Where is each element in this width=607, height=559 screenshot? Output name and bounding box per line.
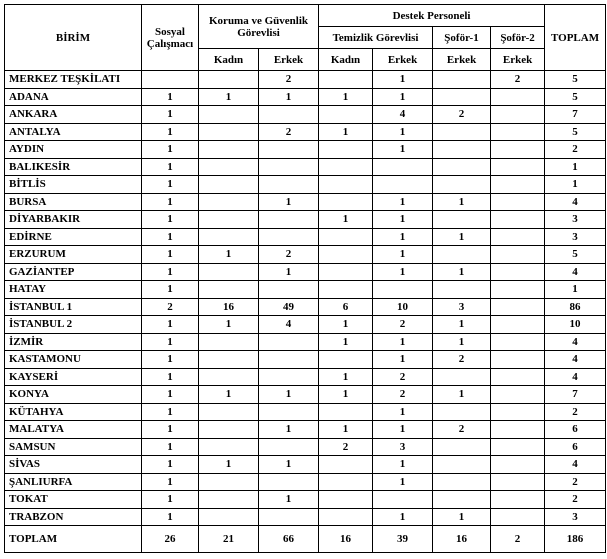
cell-koruma-erkek: [259, 141, 319, 159]
cell-sofor2: [491, 176, 545, 194]
cell-sofor1: [433, 141, 491, 159]
cell-toplam: 86: [545, 298, 606, 316]
cell-koruma-kadin: [199, 491, 259, 509]
cell-temizlik-kadin: 1: [319, 333, 373, 351]
row-name: ERZURUM: [5, 246, 142, 264]
cell-temizlik-kadin: [319, 176, 373, 194]
cell-temizlik-erkek: 3: [373, 438, 433, 456]
cell-sosyal: 1: [142, 88, 199, 106]
table-row: [5, 456, 606, 474]
cell-temizlik-erkek: 4: [373, 106, 433, 124]
cell-koruma-kadin: [199, 158, 259, 176]
cell-sofor1: 1: [433, 333, 491, 351]
cell-toplam: 6: [545, 421, 606, 439]
cell-sofor2: [491, 508, 545, 526]
table-row: [5, 71, 606, 89]
cell-koruma-kadin: [199, 281, 259, 299]
header-koruma: Koruma ve Güvenlik Görevlisi: [199, 5, 319, 49]
cell-sofor1: [433, 456, 491, 474]
cell-sofor1: [433, 71, 491, 89]
cell-temizlik-erkek: 1: [373, 228, 433, 246]
cell-sofor1: 2: [433, 106, 491, 124]
table-row: [5, 333, 606, 351]
cell-sosyal: 1: [142, 211, 199, 229]
total-label: TOPLAM: [5, 526, 142, 553]
cell-temizlik-erkek: 1: [373, 123, 433, 141]
cell-sofor2: [491, 438, 545, 456]
header-destek: Destek Personeli: [319, 5, 545, 27]
header-temizlik: Temizlik Görevlisi: [319, 27, 433, 49]
table-row: [5, 88, 606, 106]
cell-temizlik-kadin: [319, 158, 373, 176]
cell-koruma-erkek: 4: [259, 316, 319, 334]
total-koruma-kadin: 21: [199, 526, 259, 553]
cell-sofor1: [433, 281, 491, 299]
cell-koruma-kadin: [199, 228, 259, 246]
cell-sosyal: [142, 71, 199, 89]
cell-sofor1: [433, 473, 491, 491]
cell-sofor2: [491, 141, 545, 159]
cell-sofor1: 1: [433, 386, 491, 404]
cell-sofor2: [491, 403, 545, 421]
cell-sofor1: 2: [433, 351, 491, 369]
cell-sosyal: 1: [142, 106, 199, 124]
cell-sofor1: [433, 368, 491, 386]
cell-sofor2: [491, 263, 545, 281]
cell-koruma-erkek: [259, 368, 319, 386]
cell-toplam: 7: [545, 386, 606, 404]
row-name: KAYSERİ: [5, 368, 142, 386]
cell-temizlik-kadin: [319, 491, 373, 509]
cell-koruma-kadin: [199, 351, 259, 369]
cell-koruma-erkek: 1: [259, 386, 319, 404]
table-row: [5, 491, 606, 509]
row-name: DİYARBAKIR: [5, 211, 142, 229]
cell-toplam: 5: [545, 123, 606, 141]
cell-koruma-kadin: 16: [199, 298, 259, 316]
cell-toplam: 1: [545, 176, 606, 194]
cell-koruma-kadin: 1: [199, 316, 259, 334]
cell-temizlik-kadin: [319, 246, 373, 264]
table-row: [5, 421, 606, 439]
cell-toplam: 4: [545, 456, 606, 474]
cell-toplam: 4: [545, 263, 606, 281]
cell-temizlik-kadin: [319, 228, 373, 246]
row-name: ŞANLIURFA: [5, 473, 142, 491]
cell-koruma-kadin: [199, 176, 259, 194]
cell-koruma-erkek: [259, 211, 319, 229]
table-row: [5, 176, 606, 194]
cell-koruma-erkek: 2: [259, 71, 319, 89]
cell-temizlik-erkek: 1: [373, 403, 433, 421]
table-row: [5, 386, 606, 404]
table-row: [5, 158, 606, 176]
cell-temizlik-kadin: 1: [319, 386, 373, 404]
cell-toplam: 5: [545, 88, 606, 106]
cell-sofor1: [433, 211, 491, 229]
cell-toplam: 2: [545, 403, 606, 421]
cell-temizlik-erkek: [373, 491, 433, 509]
table-row: [5, 106, 606, 124]
row-name: TRABZON: [5, 508, 142, 526]
cell-koruma-erkek: [259, 473, 319, 491]
table-row: [5, 316, 606, 334]
cell-temizlik-kadin: [319, 508, 373, 526]
cell-sofor1: [433, 123, 491, 141]
row-name: EDİRNE: [5, 228, 142, 246]
cell-sofor2: [491, 333, 545, 351]
row-name: MERKEZ TEŞKİLATI: [5, 71, 142, 89]
cell-temizlik-kadin: [319, 141, 373, 159]
cell-toplam: 10: [545, 316, 606, 334]
header-sofor2-erkek: Erkek: [491, 49, 545, 71]
cell-sosyal: 1: [142, 368, 199, 386]
row-name: ADANA: [5, 88, 142, 106]
cell-temizlik-erkek: 10: [373, 298, 433, 316]
total-temizlik-kadin: 16: [319, 526, 373, 553]
row-name: ANTALYA: [5, 123, 142, 141]
total-sofor1: 16: [433, 526, 491, 553]
table-row: [5, 211, 606, 229]
cell-koruma-erkek: 2: [259, 123, 319, 141]
cell-sofor1: 1: [433, 193, 491, 211]
row-name: İSTANBUL 1: [5, 298, 142, 316]
cell-toplam: 1: [545, 158, 606, 176]
cell-koruma-erkek: [259, 508, 319, 526]
cell-koruma-erkek: [259, 403, 319, 421]
cell-sofor2: [491, 473, 545, 491]
cell-temizlik-kadin: [319, 473, 373, 491]
table-body: [5, 71, 606, 553]
cell-temizlik-erkek: [373, 176, 433, 194]
header-koruma-kadin: Kadın: [199, 49, 259, 71]
cell-sosyal: 1: [142, 158, 199, 176]
cell-temizlik-erkek: 2: [373, 368, 433, 386]
cell-sofor2: [491, 351, 545, 369]
cell-temizlik-kadin: [319, 351, 373, 369]
cell-koruma-erkek: [259, 228, 319, 246]
header-birim: BİRİM: [5, 5, 142, 71]
cell-sofor2: 2: [491, 71, 545, 89]
table-row: [5, 281, 606, 299]
header-temizlik-kadin: Kadın: [319, 49, 373, 71]
cell-sofor2: [491, 298, 545, 316]
header-sosyal: Sosyal Çalışmacı: [142, 5, 199, 71]
row-name: GAZİANTEP: [5, 263, 142, 281]
table-row: [5, 473, 606, 491]
cell-koruma-erkek: [259, 438, 319, 456]
cell-sosyal: 1: [142, 228, 199, 246]
table-row: [5, 403, 606, 421]
cell-sosyal: 1: [142, 491, 199, 509]
cell-koruma-kadin: [199, 508, 259, 526]
cell-toplam: 2: [545, 473, 606, 491]
cell-temizlik-erkek: 1: [373, 193, 433, 211]
cell-sofor2: [491, 246, 545, 264]
cell-sofor1: 1: [433, 263, 491, 281]
row-name: KÜTAHYA: [5, 403, 142, 421]
cell-temizlik-erkek: 2: [373, 386, 433, 404]
table-row: [5, 246, 606, 264]
cell-koruma-kadin: [199, 141, 259, 159]
cell-sofor1: [433, 491, 491, 509]
cell-toplam: 7: [545, 106, 606, 124]
cell-temizlik-erkek: 1: [373, 333, 433, 351]
cell-sosyal: 1: [142, 473, 199, 491]
row-name: İSTANBUL 2: [5, 316, 142, 334]
cell-temizlik-kadin: [319, 106, 373, 124]
cell-temizlik-kadin: [319, 403, 373, 421]
cell-temizlik-kadin: 1: [319, 211, 373, 229]
cell-sofor2: [491, 123, 545, 141]
cell-temizlik-erkek: 1: [373, 246, 433, 264]
cell-koruma-erkek: [259, 351, 319, 369]
cell-temizlik-erkek: [373, 158, 433, 176]
cell-sofor1: 1: [433, 228, 491, 246]
row-name: AYDIN: [5, 141, 142, 159]
cell-temizlik-erkek: 1: [373, 508, 433, 526]
cell-sosyal: 1: [142, 123, 199, 141]
cell-koruma-kadin: 1: [199, 88, 259, 106]
cell-toplam: 1: [545, 281, 606, 299]
cell-sosyal: 1: [142, 141, 199, 159]
cell-sosyal: 1: [142, 193, 199, 211]
row-name: İZMİR: [5, 333, 142, 351]
cell-temizlik-erkek: 1: [373, 88, 433, 106]
cell-temizlik-kadin: [319, 456, 373, 474]
cell-sofor1: 1: [433, 316, 491, 334]
cell-sosyal: 1: [142, 403, 199, 421]
cell-temizlik-kadin: 1: [319, 368, 373, 386]
header-temizlik-erkek: Erkek: [373, 49, 433, 71]
cell-sofor2: [491, 491, 545, 509]
cell-temizlik-kadin: 2: [319, 438, 373, 456]
cell-koruma-kadin: [199, 421, 259, 439]
cell-temizlik-erkek: 1: [373, 211, 433, 229]
total-koruma-erkek: 66: [259, 526, 319, 553]
cell-koruma-erkek: [259, 106, 319, 124]
personnel-table: [4, 4, 606, 553]
row-name: SİVAS: [5, 456, 142, 474]
cell-koruma-kadin: 1: [199, 386, 259, 404]
row-name: BİTLİS: [5, 176, 142, 194]
cell-toplam: 4: [545, 368, 606, 386]
cell-sofor1: 3: [433, 298, 491, 316]
table-row: [5, 193, 606, 211]
header-toplam: TOPLAM: [545, 5, 606, 71]
cell-koruma-kadin: [199, 368, 259, 386]
cell-koruma-kadin: [199, 193, 259, 211]
cell-temizlik-kadin: [319, 193, 373, 211]
cell-koruma-kadin: [199, 438, 259, 456]
cell-toplam: 3: [545, 508, 606, 526]
cell-toplam: 2: [545, 491, 606, 509]
cell-temizlik-kadin: [319, 71, 373, 89]
cell-temizlik-erkek: 1: [373, 141, 433, 159]
cell-toplam: 4: [545, 193, 606, 211]
cell-temizlik-kadin: 1: [319, 421, 373, 439]
cell-sofor1: [433, 403, 491, 421]
cell-toplam: 6: [545, 438, 606, 456]
cell-koruma-kadin: [199, 211, 259, 229]
table-row: [5, 438, 606, 456]
row-name: TOKAT: [5, 491, 142, 509]
header-sofor1: Şoför-1: [433, 27, 491, 49]
cell-sofor2: [491, 106, 545, 124]
cell-toplam: 5: [545, 71, 606, 89]
row-name: BURSA: [5, 193, 142, 211]
cell-temizlik-kadin: 1: [319, 123, 373, 141]
table-row: [5, 141, 606, 159]
cell-sosyal: 1: [142, 438, 199, 456]
table-row: [5, 351, 606, 369]
cell-temizlik-kadin: [319, 281, 373, 299]
cell-sofor1: [433, 88, 491, 106]
cell-sosyal: 1: [142, 386, 199, 404]
cell-toplam: 4: [545, 333, 606, 351]
row-name: SAMSUN: [5, 438, 142, 456]
cell-koruma-kadin: [199, 403, 259, 421]
cell-sosyal: 1: [142, 176, 199, 194]
cell-sofor2: [491, 211, 545, 229]
cell-koruma-erkek: [259, 158, 319, 176]
cell-koruma-erkek: 1: [259, 491, 319, 509]
cell-temizlik-erkek: 1: [373, 473, 433, 491]
cell-koruma-kadin: [199, 263, 259, 281]
table-row: [5, 298, 606, 316]
cell-sosyal: 2: [142, 298, 199, 316]
table-row: [5, 263, 606, 281]
total-sosyal: 26: [142, 526, 199, 553]
cell-koruma-erkek: 1: [259, 263, 319, 281]
cell-sosyal: 1: [142, 333, 199, 351]
cell-sofor2: [491, 386, 545, 404]
cell-temizlik-kadin: 1: [319, 316, 373, 334]
cell-toplam: 4: [545, 351, 606, 369]
total-row: [5, 526, 606, 553]
cell-sofor2: [491, 316, 545, 334]
cell-sofor2: [491, 281, 545, 299]
header-sofor2: Şoför-2: [491, 27, 545, 49]
table-row: [5, 228, 606, 246]
cell-koruma-erkek: 1: [259, 88, 319, 106]
cell-sofor2: [491, 193, 545, 211]
cell-sosyal: 1: [142, 263, 199, 281]
cell-koruma-kadin: 1: [199, 456, 259, 474]
cell-koruma-kadin: [199, 71, 259, 89]
cell-temizlik-erkek: 1: [373, 351, 433, 369]
cell-sofor1: [433, 158, 491, 176]
row-name: KONYA: [5, 386, 142, 404]
cell-sosyal: 1: [142, 508, 199, 526]
cell-sosyal: 1: [142, 421, 199, 439]
cell-koruma-erkek: 1: [259, 193, 319, 211]
cell-sofor1: 1: [433, 508, 491, 526]
cell-koruma-kadin: 1: [199, 246, 259, 264]
cell-sosyal: 1: [142, 281, 199, 299]
cell-koruma-kadin: [199, 123, 259, 141]
cell-koruma-erkek: 1: [259, 456, 319, 474]
cell-temizlik-erkek: 1: [373, 456, 433, 474]
cell-sofor1: [433, 246, 491, 264]
cell-sofor1: 2: [433, 421, 491, 439]
row-name: KASTAMONU: [5, 351, 142, 369]
cell-sofor2: [491, 88, 545, 106]
header-koruma-erkek: Erkek: [259, 49, 319, 71]
cell-temizlik-erkek: 2: [373, 316, 433, 334]
row-name: ANKARA: [5, 106, 142, 124]
cell-sofor1: [433, 438, 491, 456]
cell-sosyal: 1: [142, 351, 199, 369]
cell-sosyal: 1: [142, 246, 199, 264]
cell-koruma-erkek: [259, 176, 319, 194]
table-row: [5, 123, 606, 141]
cell-sofor2: [491, 368, 545, 386]
total-temizlik-erkek: 39: [373, 526, 433, 553]
cell-temizlik-erkek: 1: [373, 263, 433, 281]
cell-koruma-kadin: [199, 473, 259, 491]
cell-temizlik-erkek: [373, 281, 433, 299]
cell-temizlik-erkek: 1: [373, 421, 433, 439]
cell-koruma-erkek: [259, 281, 319, 299]
cell-toplam: 3: [545, 211, 606, 229]
cell-toplam: 5: [545, 246, 606, 264]
cell-sofor2: [491, 456, 545, 474]
cell-koruma-erkek: 1: [259, 421, 319, 439]
row-name: HATAY: [5, 281, 142, 299]
cell-sofor2: [491, 228, 545, 246]
cell-koruma-erkek: 49: [259, 298, 319, 316]
cell-sofor2: [491, 158, 545, 176]
row-name: BALIKESİR: [5, 158, 142, 176]
cell-toplam: 3: [545, 228, 606, 246]
total-toplam: 186: [545, 526, 606, 553]
row-name: MALATYA: [5, 421, 142, 439]
cell-temizlik-kadin: 1: [319, 88, 373, 106]
cell-sofor2: [491, 421, 545, 439]
cell-koruma-kadin: [199, 333, 259, 351]
header-sofor1-erkek: Erkek: [433, 49, 491, 71]
table-row: [5, 508, 606, 526]
cell-sosyal: 1: [142, 316, 199, 334]
cell-sosyal: 1: [142, 456, 199, 474]
table-row: [5, 368, 606, 386]
cell-koruma-kadin: [199, 106, 259, 124]
cell-sofor1: [433, 176, 491, 194]
cell-koruma-erkek: 2: [259, 246, 319, 264]
cell-temizlik-kadin: [319, 263, 373, 281]
cell-koruma-erkek: [259, 333, 319, 351]
total-sofor2: 2: [491, 526, 545, 553]
cell-toplam: 2: [545, 141, 606, 159]
cell-temizlik-kadin: 6: [319, 298, 373, 316]
cell-temizlik-erkek: 1: [373, 71, 433, 89]
